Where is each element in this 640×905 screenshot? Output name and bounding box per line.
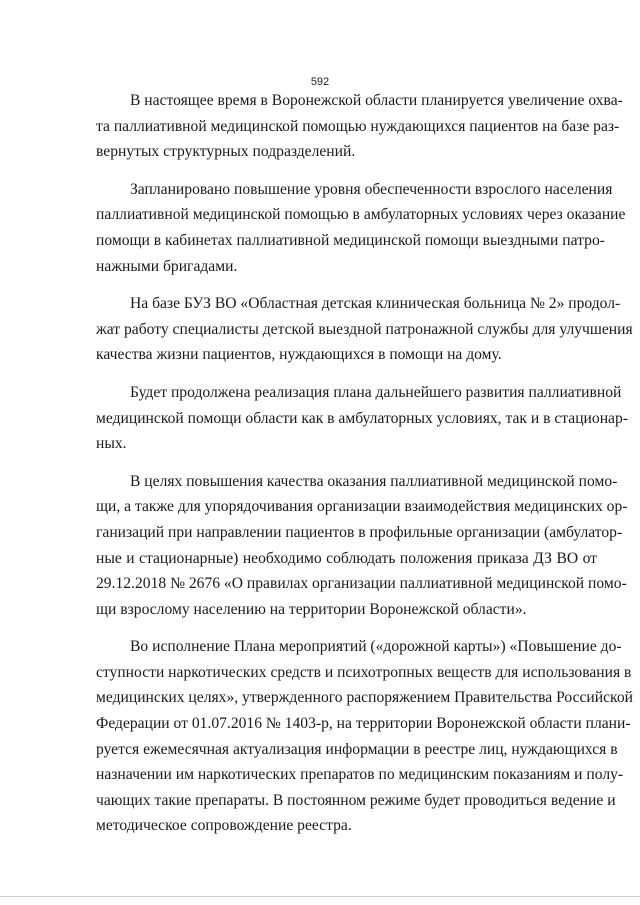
text-line: В целях повышения качества оказания паллиативной медицинской помо- [130, 472, 618, 490]
text-line: Во исполнение Плана мероприятий («дорожной карты») «Повышение до- [130, 638, 622, 656]
text-line: помощи в кабинетах паллиативной медицинской помощи выездными патро- [96, 231, 605, 249]
text-line: руется ежемесячная актуализация информации в реестре лиц, нуждающихся в [96, 740, 618, 758]
text-line: щи взрослому населению на территории Воронежской области». [96, 600, 527, 618]
text-line: ные и стационарные) необходимо соблюдать положения приказа ДЗ ВО от [96, 549, 597, 567]
text-line: ступности наркотических средств и психотропных веществ для использования в [96, 663, 632, 681]
text-line: та паллиативной медицинской помощью нуждающихся пациентов на базе раз- [96, 117, 620, 135]
scan-edge-line [0, 896, 640, 897]
text-line: На базе БУЗ ВО «Областная детская клиническая больница № 2» продол- [130, 295, 621, 313]
document-body [96, 88, 633, 839]
text-line: методическое сопровождение реестра. [96, 817, 352, 835]
page-number: 592 [310, 76, 330, 88]
text-line: В настоящее время в Воронежской области планируется увеличение охва- [130, 92, 623, 109]
text-line: назначении им наркотических препаратов по медицинским показаниям и полу- [96, 766, 624, 784]
text-line: 29.12.2018 № 2676 «О правилах организации паллиативной медицинской помо- [96, 575, 627, 593]
paragraph-4 [96, 380, 628, 457]
paragraph-6 [96, 634, 633, 839]
text-line: медицинских целях», утвержденного распоряжением Правительства Российской [96, 689, 633, 707]
text-line: качества жизни пациентов, нуждающихся в помощи на дому. [96, 346, 502, 364]
text-line: Будет продолжена реализация плана дальнейшего развития паллиативной [130, 383, 622, 401]
text-line: ганизаций при направлении пациентов в профильные организации (амбулатор- [96, 523, 623, 541]
text-line: чающих такие препараты. В постоянном режиме будет проводиться ведение и [96, 791, 616, 809]
text-line: вернутых структурных подразделений. [96, 143, 356, 161]
text-line: нажными бригадами. [96, 257, 238, 275]
text-line: Запланировано повышение уровня обеспеченности взрослого населения [130, 180, 613, 198]
text-line: ных. [96, 435, 127, 453]
text-line: щи, а также для упорядочивания организации взаимодействия медицинских ор- [96, 498, 628, 516]
paragraph-2 [96, 177, 626, 279]
paragraph-3 [96, 291, 633, 368]
text-line: паллиативной медицинской помощью в амбулаторных условиях через оказание [96, 206, 626, 224]
text-line: медицинской помощи области как в амбулаторных условиях, так и в стационар- [96, 409, 628, 427]
paragraph-1 [96, 88, 623, 165]
text-line: жат работу специалисты детской выездной патронажной службы для улучшения [96, 320, 633, 338]
paragraph-5 [96, 469, 628, 623]
text-line: Федерации от 01.07.2016 № 1403-р, на территории Воронежской области плани- [96, 715, 631, 733]
